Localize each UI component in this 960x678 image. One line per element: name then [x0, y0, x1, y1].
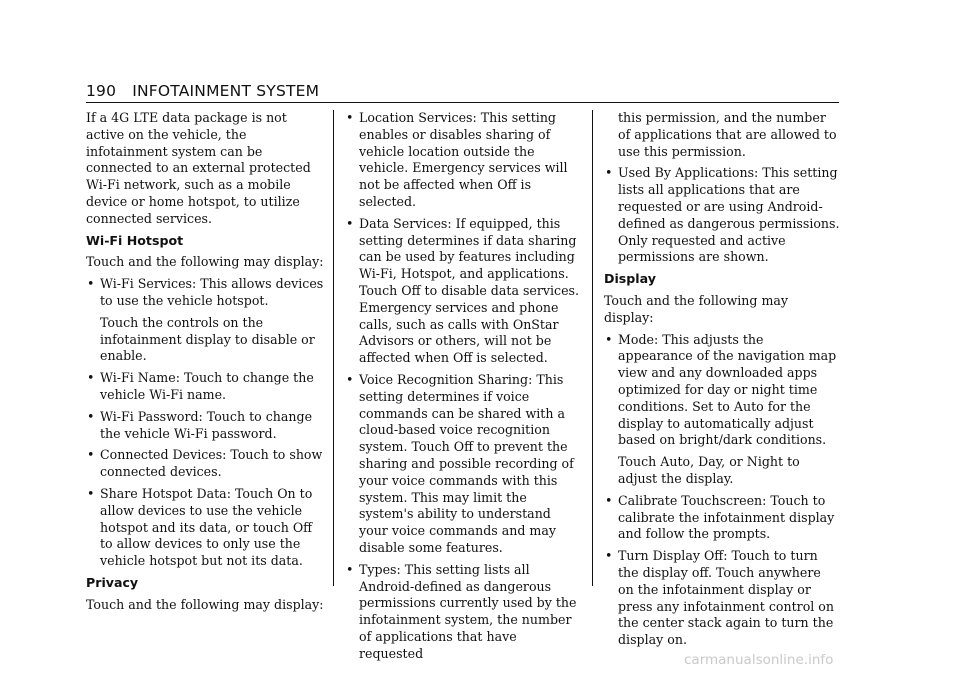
column-1: [86, 110, 324, 619]
privacy-lead: Touch and the following may display:: [86, 596, 324, 612]
column-3: [604, 110, 840, 654]
bullet-types: • Types: This setting lists all Android-defined as dangerous permissions currently used by the infotainment system, the number of applications that have requested: [346, 561, 577, 661]
column-divider: [333, 110, 334, 586]
bullet-icon: •: [346, 371, 354, 387]
bullet-mode: • Mode: This adjusts the appearance of the navigation map view and any downloaded apps optimized for day or night time conditions. Set to Auto for the display to automatically adjust based on bright/dark conditions.: [605, 331, 837, 448]
display-lead: Touch and the following may display:: [604, 292, 789, 325]
privacy-heading: Privacy: [86, 574, 139, 590]
header-rule: [86, 102, 839, 103]
wifi-hotspot-heading: Wi-Fi Hotspot: [86, 232, 184, 248]
intro-paragraph: If a 4G LTE data package is not active on the vehicle, the infotainment system can be connected to an external protected Wi-Fi network, such as a mobile device or home hotspot, to utilize connected services.: [86, 110, 311, 226]
bullet-turn-display-off: • Turn Display Off: Touch to turn the display off. Touch anywhere on the infotainment display or press any infotainment control on the center stack again to turn the display on.: [605, 548, 834, 648]
bullet-share-hotspot: • Share Hotspot Data: Touch On to allow devices to use the vehicle hotspot and its data, or touch Off to allow devices to only use the vehicle hotspot but not its data.: [87, 485, 313, 569]
bullet-icon: •: [87, 408, 95, 424]
bullet-icon: •: [87, 485, 95, 501]
bullet-data-services: • Data Services: If equipped, this setting determines if data sharing can be used by features including Wi-Fi, Hotspot, and applications. Touch Off to disable data services. Emergency services and phone calls, such as calls with OnStar Advisors or others, will not be affected when Off is selected.: [346, 215, 580, 366]
bullet-icon: •: [346, 561, 354, 577]
mode-note: Touch Auto, Day, or Night to adjust the display.: [618, 454, 800, 486]
section-title: INFOTAINMENT SYSTEM: [132, 82, 320, 100]
bullet-icon: •: [346, 215, 354, 231]
bullet-connected-devices: • Connected Devices: Touch to show connected devices.: [87, 447, 323, 480]
display-heading: Display: [604, 271, 656, 287]
bullet-icon: •: [346, 110, 354, 125]
bullet-voice-recognition: • Voice Recognition Sharing: This setting determines if voice commands can be shared with a cloud-based voice recognition system. Touch Off to prevent the sharing and possible recording of your voice commands with this system. This may limit the system's ability to understand your voice commands and may disable some features.: [346, 371, 574, 555]
bullet-wifi-password: • Wi-Fi Password: Touch to change the vehicle Wi-Fi password.: [87, 408, 313, 441]
bullet-icon: •: [605, 165, 613, 181]
bullet-wifi-name: • Wi-Fi Name: Touch to change the vehicle Wi-Fi name.: [87, 370, 314, 402]
bullet-icon: •: [605, 548, 613, 564]
types-continued: this permission, and the number of applications that are allowed to use this permission.: [618, 110, 837, 159]
page-header: [86, 82, 319, 100]
bullet-used-by-applications: • Used By Applications: This setting lists all applications that are requested or are using Android-defined as dangerous permissions. Only requested and active permissions are shown.: [605, 165, 840, 265]
column-divider: [592, 110, 593, 586]
bullet-icon: •: [87, 276, 95, 292]
bullet-calibrate-touchscreen: • Calibrate Touchscreen: Touch to calibrate the infotainment display and follow the prompts.: [605, 492, 835, 542]
bullet-icon: •: [87, 447, 95, 463]
bullet-icon: •: [87, 370, 95, 386]
watermark: carmanualsonline.info: [684, 652, 834, 668]
wifi-lead: Touch and the following may display:: [86, 254, 324, 270]
page-number: 190: [86, 82, 117, 100]
bullet-wifi-services: • Wi-Fi Services: This allows devices to use the vehicle hotspot.: [87, 276, 324, 308]
bullet-icon: •: [605, 492, 613, 508]
bullet-location-services: • Location Services: This setting enables or disables sharing of vehicle location outside the vehicle. Emergency services will not be affected when Off is selected.: [346, 110, 568, 209]
column-2: [345, 110, 583, 663]
bullet-icon: •: [605, 331, 613, 347]
wifi-services-note: Touch the controls on the infotainment display to disable or enable.: [100, 314, 315, 364]
